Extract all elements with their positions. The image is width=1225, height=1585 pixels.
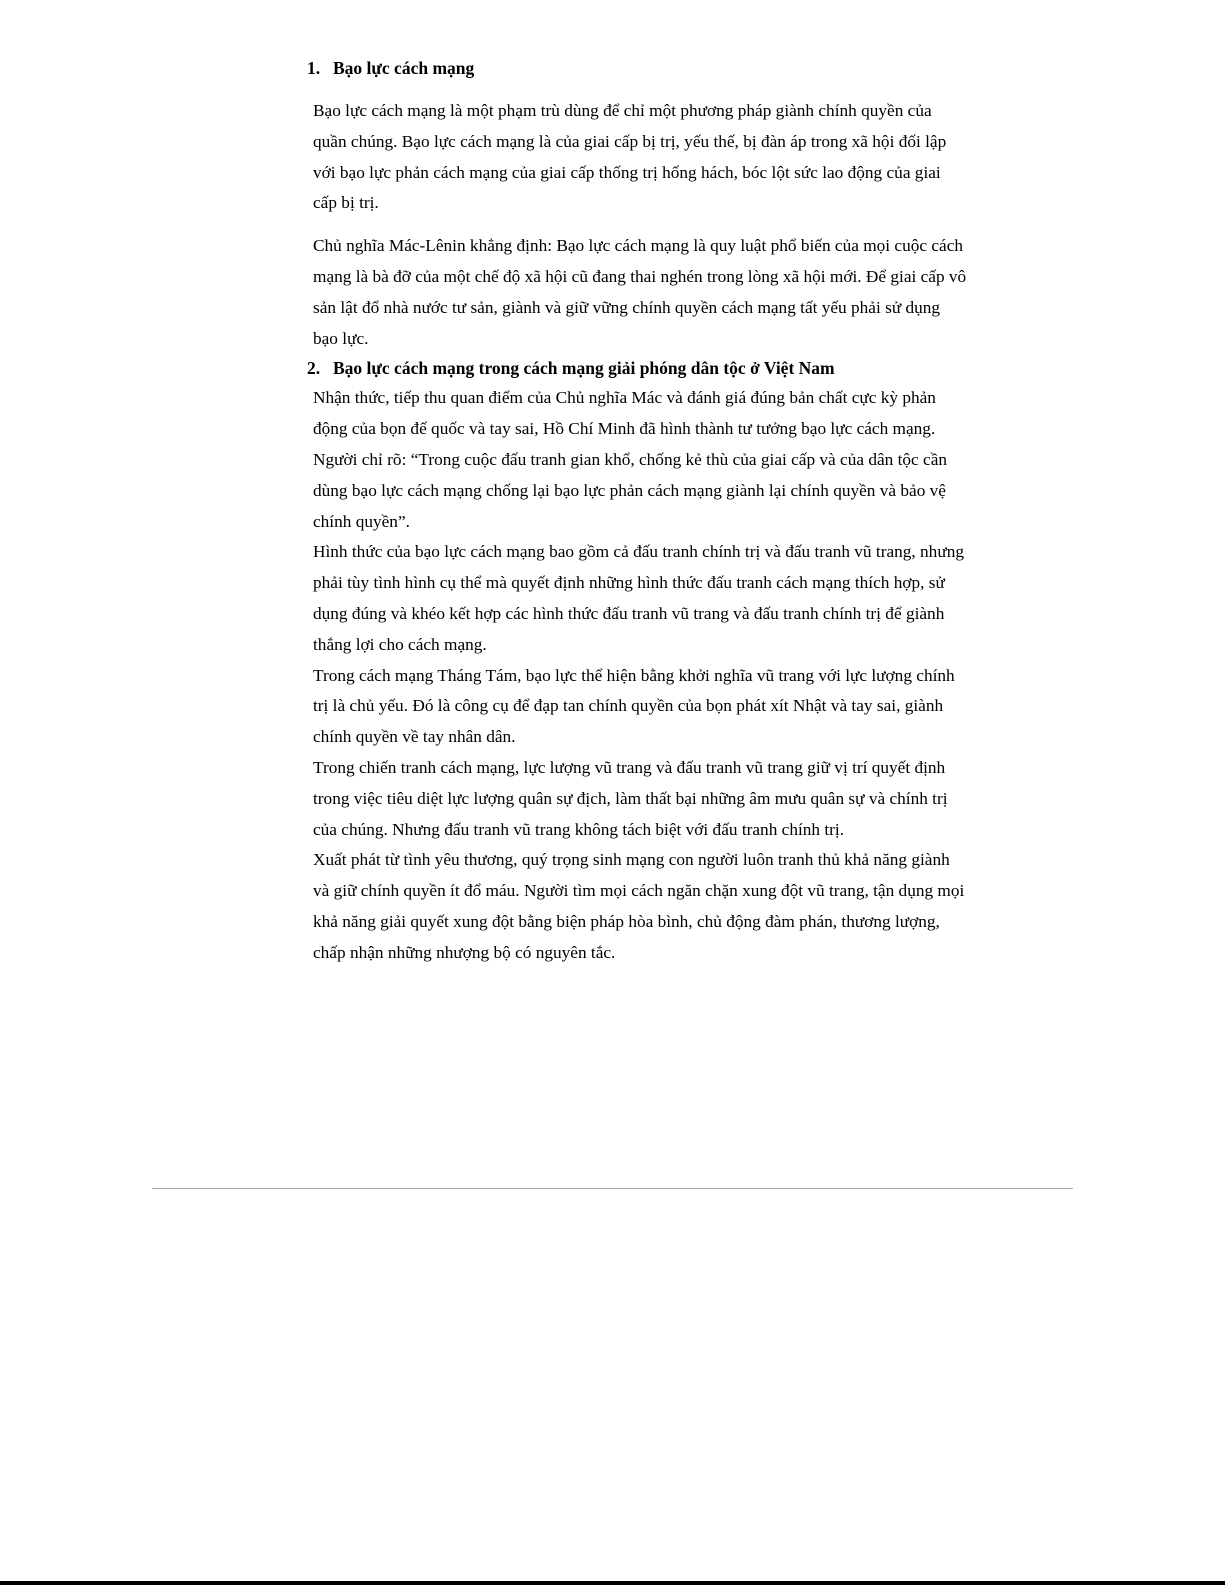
paragraph: Chủ nghĩa Mác-Lênin khẳng định: Bạo lực cách mạng là quy luật phổ biến của mọi cuộc cách mạng là bà đỡ của một chế độ xã hội cũ đang thai nghén trong lòng xã hội mới. Để giai cấp vô sản lật đổ nhà nước tư sản, giành và giữ vững chính quyền cách mạng tất yếu phải sử dụng bạo lực. [313, 236, 967, 348]
page-divider [152, 1188, 1073, 1189]
section-heading-2 [307, 356, 967, 380]
paragraph: Trong cách mạng Tháng Tám, bạo lực thể hiện bằng khởi nghĩa vũ trang với lực lượng chính trị là chủ yếu. Đó là công cụ để đạp tan chính quyền của bọn phát xít Nhật và tay sai, giành chính quyền về tay nhân dân. [313, 665, 955, 747]
section-title-2: Bạo lực cách mạng trong cách mạng giải phóng dân tộc ở Việt Nam [333, 358, 835, 379]
paragraph: Hình thức của bạo lực cách mạng bao gồm cả đấu tranh chính trị và đấu tranh vũ trang, nhưng phải tùy tình hình cụ thể mà quyết định những hình thức đấu tranh cách mạng thích hợp, sử dụng đúng và khéo kết hợp các hình thức đấu tranh vũ trang và đấu tranh chính trị để giành thắng lợi cho cách mạng. [313, 542, 964, 654]
page-bottom-edge [0, 1581, 1225, 1585]
section-heading-1 [307, 56, 967, 80]
section-number-1: 1. [307, 58, 321, 78]
section-title-1: Bạo lực cách mạng [333, 58, 475, 78]
section-number-2: 2. [307, 358, 321, 379]
paragraph: Trong chiến tranh cách mạng, lực lượng vũ trang và đấu tranh vũ trang giữ vị trí quyết định trong việc tiêu diệt lực lượng quân sự địch, làm thất bại những âm mưu quân sự và chính trị của chúng. Nhưng đấu tranh vũ trang không tách biệt với đấu tranh chính trị. [313, 757, 948, 839]
paragraph: Nhận thức, tiếp thu quan điểm của Chủ nghĩa Mác và đánh giá đúng bản chất cực kỳ phản động của bọn đế quốc và tay sai, Hồ Chí Minh đã hình thành tư tưởng bạo lực cách mạng. Người chỉ rõ: “Trong cuộc đấu tranh gian khổ, chống kẻ thù của giai cấp và của dân tộc cần dùng bạo lực cách mạng chống lại bạo lực phản cách mạng giành lại chính quyền và bảo vệ chính quyền”. [313, 388, 948, 531]
document-body [307, 56, 967, 969]
paragraph: Bạo lực cách mạng là một phạm trù dùng để chỉ một phương pháp giành chính quyền của quần chúng. Bạo lực cách mạng là của giai cấp bị trị, yếu thế, bị đàn áp trong xã hội đối lập với bạo lực phản cách mạng của giai cấp thống trị hống hách, bóc lột sức lao động của giai cấp bị trị. [313, 101, 947, 213]
paragraph: Xuất phát từ tình yêu thương, quý trọng sinh mạng con người luôn tranh thủ khả năng giành và giữ chính quyền ít đổ máu. Người tìm mọi cách ngăn chặn xung đột vũ trang, tận dụng mọi khả năng giải quyết xung đột bằng biện pháp hòa bình, chủ động đàm phán, thương lượng, chấp nhận những nhượng bộ có nguyên tắc. [313, 850, 965, 962]
